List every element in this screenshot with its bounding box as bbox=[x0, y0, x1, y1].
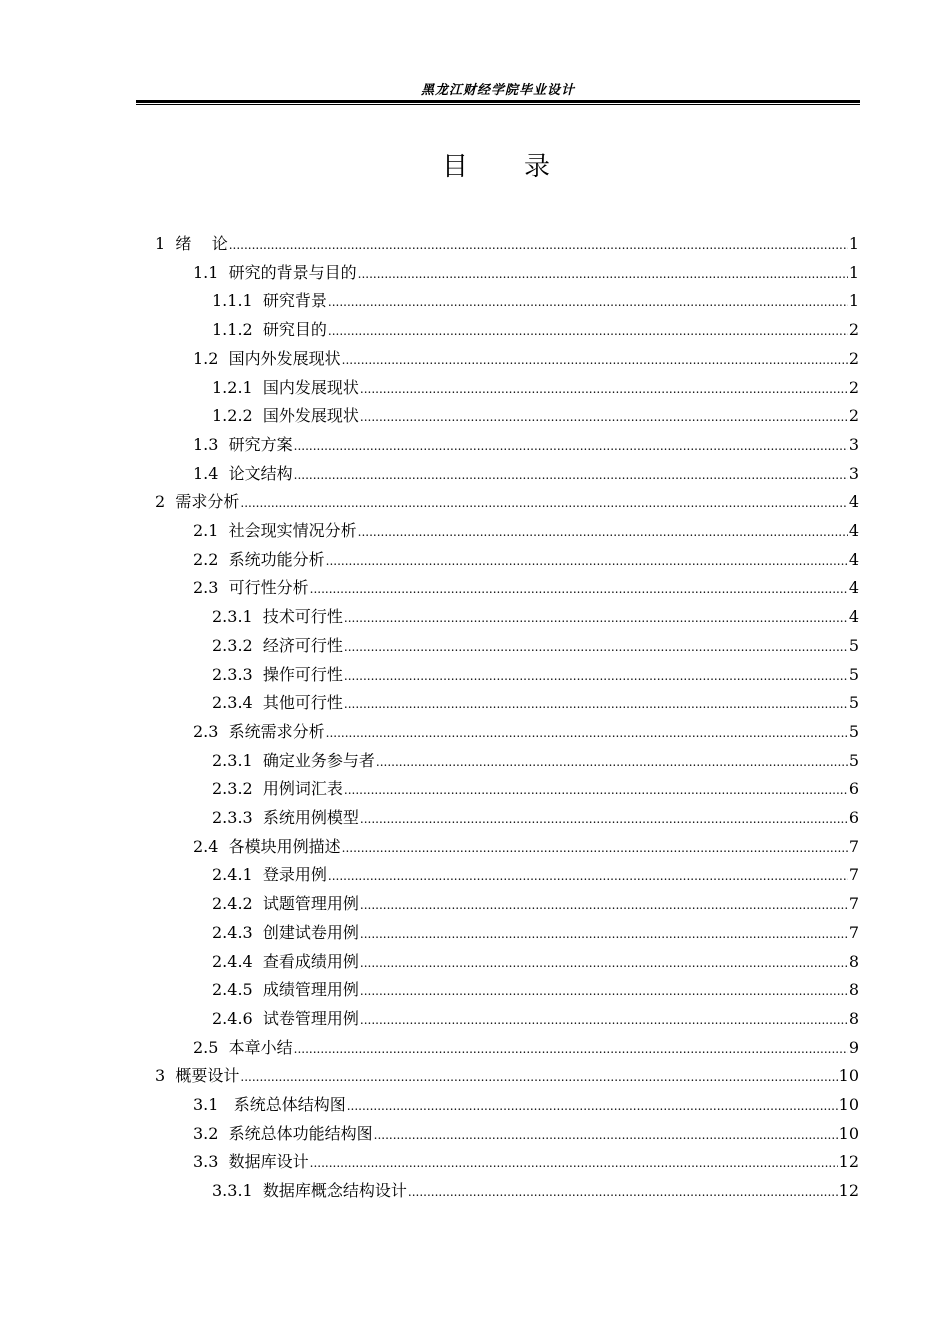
toc-entry-label: 国内发展现状 bbox=[262, 377, 359, 397]
toc-entry-number: 1.4 bbox=[193, 463, 229, 483]
toc-entry-leader bbox=[344, 604, 848, 633]
toc-entry[interactable] bbox=[193, 718, 859, 747]
toc-entry-label: 系统总体结构图 bbox=[228, 1095, 346, 1114]
toc-entry-leader bbox=[360, 891, 848, 920]
toc-entry[interactable] bbox=[193, 833, 859, 862]
toc-entry-page: 2 bbox=[848, 406, 859, 426]
toc-entry-label: 研究目的 bbox=[262, 320, 327, 340]
toc-entry-leader bbox=[344, 690, 848, 719]
toc-entry[interactable] bbox=[212, 747, 859, 776]
toc-entry[interactable] bbox=[212, 1005, 859, 1034]
toc-entry-leader bbox=[342, 834, 848, 863]
toc-entry-number: 3.3 bbox=[193, 1152, 229, 1172]
toc-entry-number: 1 bbox=[155, 234, 176, 253]
toc-entry-label: 概要设计 bbox=[175, 1066, 240, 1086]
toc-entry-label: 可行性分析 bbox=[228, 578, 309, 598]
toc-entry[interactable] bbox=[212, 316, 859, 345]
toc-entry-leader bbox=[360, 375, 848, 404]
toc-entry-page: 3 bbox=[848, 463, 859, 483]
toc-entry-number: 2.5 bbox=[193, 1037, 229, 1057]
toc-entry-number: 1.1 bbox=[193, 262, 229, 282]
toc-entry[interactable] bbox=[212, 661, 859, 690]
toc-entry[interactable] bbox=[212, 919, 859, 948]
toc-entry-page: 2 bbox=[848, 377, 859, 397]
toc-entry-label: 系统用例模型 bbox=[262, 808, 359, 827]
toc-entry-page: 1 bbox=[848, 262, 859, 282]
toc-entry-label: 数据库概念结构设计 bbox=[262, 1181, 407, 1201]
toc-entry-label: 数据库设计 bbox=[228, 1152, 309, 1172]
toc-entry-number: 3.1 bbox=[193, 1095, 229, 1114]
toc-entry-leader bbox=[344, 776, 848, 805]
toc-entry-page: 10 bbox=[838, 1123, 859, 1143]
toc-entry-page: 8 bbox=[848, 1008, 859, 1028]
toc-entry-label: 试卷管理用例 bbox=[262, 1008, 359, 1028]
toc-entry-leader bbox=[240, 1063, 837, 1092]
toc-entry[interactable] bbox=[193, 259, 859, 288]
toc-entry[interactable] bbox=[212, 775, 859, 804]
toc-entry-page: 5 bbox=[848, 693, 859, 713]
running-header: 黑龙江财经学院毕业设计 bbox=[420, 83, 575, 98]
toc-entry-page: 4 bbox=[848, 578, 859, 598]
toc-entry-label: 社会现实情况分析 bbox=[228, 521, 357, 540]
toc-entry[interactable] bbox=[212, 1177, 859, 1206]
toc-entry-number: 2.3.1 bbox=[212, 750, 263, 770]
toc-entry-leader bbox=[376, 748, 848, 777]
toc-entry-label: 其他可行性 bbox=[262, 693, 343, 713]
toc-entry-number: 2.3 bbox=[193, 721, 229, 741]
toc-entry-leader bbox=[360, 920, 848, 949]
toc-entry[interactable] bbox=[193, 1034, 859, 1063]
toc-entry-leader bbox=[326, 547, 848, 576]
toc-entry-leader bbox=[358, 260, 848, 289]
toc-entry-page: 12 bbox=[838, 1152, 859, 1172]
toc-entry-number: 3 bbox=[155, 1066, 176, 1086]
toc-entry-page: 5 bbox=[848, 664, 859, 684]
toc-entry-leader bbox=[344, 662, 848, 691]
toc-entry-label: 论文结构 bbox=[228, 463, 293, 483]
toc-entry-page: 5 bbox=[848, 721, 859, 741]
toc-entry-number: 2 bbox=[155, 492, 176, 512]
toc-entry-leader bbox=[310, 575, 848, 604]
toc-title-right: 录 bbox=[524, 152, 555, 182]
toc-entry-label: 系统总体功能结构图 bbox=[228, 1123, 373, 1143]
toc-entry-leader bbox=[294, 432, 848, 461]
toc-entry[interactable] bbox=[193, 1091, 859, 1120]
toc-entry-leader bbox=[344, 633, 848, 662]
toc-entry-leader bbox=[374, 1121, 838, 1150]
toc-entry-label: 试题管理用例 bbox=[262, 894, 359, 914]
toc-entry-number: 2.3.3 bbox=[212, 664, 263, 684]
toc-entry[interactable] bbox=[212, 402, 859, 431]
toc-entry[interactable] bbox=[212, 976, 859, 1005]
toc-entry-leader bbox=[229, 231, 848, 260]
toc-entry[interactable] bbox=[193, 517, 859, 546]
toc-entry[interactable] bbox=[155, 230, 859, 259]
toc-entry-page: 1 bbox=[848, 234, 859, 253]
toc-entry-number: 1.1.1 bbox=[212, 291, 263, 311]
toc-entry-page: 4 bbox=[848, 549, 859, 569]
toc-entry-leader bbox=[240, 489, 847, 518]
toc-entry-label: 技术可行性 bbox=[262, 607, 343, 627]
toc-entry[interactable] bbox=[212, 632, 859, 661]
toc-entry-label: 需求分析 bbox=[175, 492, 240, 512]
toc-entry-page: 1 bbox=[848, 291, 859, 311]
toc-entry-label: 创建试卷用例 bbox=[262, 922, 359, 942]
toc-entry-page: 7 bbox=[848, 865, 859, 885]
toc-entry-leader bbox=[326, 719, 848, 748]
toc-entry[interactable] bbox=[193, 345, 859, 374]
toc-entry-leader bbox=[328, 288, 848, 317]
toc-entry[interactable] bbox=[193, 1120, 859, 1149]
toc-entry-number: 2.3.3 bbox=[212, 808, 263, 827]
toc-entry[interactable] bbox=[212, 374, 859, 403]
toc-title-left: 目 bbox=[441, 152, 472, 182]
toc-entry[interactable] bbox=[212, 287, 859, 316]
toc-entry-leader bbox=[408, 1178, 838, 1207]
toc-entry-leader bbox=[358, 518, 848, 547]
toc-entry-label: 系统需求分析 bbox=[228, 721, 325, 741]
toc-entry-number: 1.1.2 bbox=[212, 320, 263, 340]
toc-entry-leader bbox=[360, 805, 848, 834]
toc-entry-number: 2.4.1 bbox=[212, 865, 263, 885]
toc-entry-page: 8 bbox=[848, 951, 859, 971]
toc-entry-page: 2 bbox=[848, 320, 859, 340]
toc-entry[interactable] bbox=[193, 431, 859, 460]
toc-entry[interactable] bbox=[155, 488, 859, 517]
toc-entry-number: 1.2 bbox=[193, 348, 229, 368]
toc-entry[interactable] bbox=[212, 890, 859, 919]
toc-entry-leader bbox=[347, 1092, 838, 1121]
toc-entry-page: 8 bbox=[848, 980, 859, 1000]
toc-entry-number: 2.1 bbox=[193, 521, 229, 540]
toc-entry-number: 2.3.2 bbox=[212, 635, 263, 655]
toc-entry-label: 成绩管理用例 bbox=[262, 980, 359, 1000]
toc-entry-leader bbox=[294, 461, 848, 490]
toc-entry-number: 2.3 bbox=[193, 578, 229, 598]
toc-entry-leader bbox=[360, 1006, 848, 1035]
header-rule-thin bbox=[136, 104, 860, 105]
toc-entry-number: 2.4.6 bbox=[212, 1008, 263, 1028]
toc-entry-page: 5 bbox=[848, 750, 859, 770]
toc-entry-number: 2.2 bbox=[193, 549, 229, 569]
toc-entry-label: 研究的背景与目的 bbox=[228, 262, 357, 282]
toc-entry-number: 3.3.1 bbox=[212, 1181, 263, 1201]
toc-entry-page: 4 bbox=[848, 607, 859, 627]
toc-entry-label: 各模块用例描述 bbox=[228, 836, 341, 856]
toc-entry-leader bbox=[310, 1149, 838, 1178]
toc-entry-page: 4 bbox=[848, 492, 859, 512]
toc-entry-label: 确定业务参与者 bbox=[262, 750, 375, 770]
toc-entry-label: 国内外发展现状 bbox=[228, 348, 341, 368]
toc-entry[interactable] bbox=[193, 546, 859, 575]
toc-entry-number: 2.4.4 bbox=[212, 951, 263, 971]
toc-entry-leader bbox=[360, 403, 848, 432]
toc-entry-label: 经济可行性 bbox=[262, 635, 343, 655]
toc-entry-page: 7 bbox=[848, 894, 859, 914]
toc-entry-label: 查看成绩用例 bbox=[262, 951, 359, 971]
toc-entry-label: 操作可行性 bbox=[262, 664, 343, 684]
header-rule-thick bbox=[136, 100, 860, 103]
toc-entry-page: 2 bbox=[848, 348, 859, 368]
toc-entry-label: 本章小结 bbox=[228, 1037, 293, 1057]
toc-entry-leader bbox=[360, 977, 848, 1006]
toc-entry-label: 研究背景 bbox=[262, 291, 327, 311]
toc-entry-number: 2.4.5 bbox=[212, 980, 263, 1000]
toc-entry[interactable] bbox=[193, 574, 859, 603]
toc-entry-leader bbox=[360, 949, 848, 978]
toc-entry-number: 2.3.1 bbox=[212, 607, 263, 627]
toc-entry[interactable] bbox=[193, 460, 859, 489]
toc-entry-page: 9 bbox=[848, 1037, 859, 1057]
toc-entry-leader bbox=[342, 346, 848, 375]
toc-entry-number: 3.2 bbox=[193, 1123, 229, 1143]
toc-entry-leader bbox=[294, 1035, 848, 1064]
toc-entry[interactable] bbox=[212, 689, 859, 718]
toc-entry-leader bbox=[328, 862, 848, 891]
toc-entry-label: 用例词汇表 bbox=[262, 779, 343, 799]
toc-entry-label: 绪 论 bbox=[175, 234, 228, 253]
toc-entry-page: 10 bbox=[838, 1066, 859, 1086]
toc-entry[interactable] bbox=[212, 804, 859, 833]
toc-entry[interactable] bbox=[212, 948, 859, 977]
toc-entry-page: 10 bbox=[838, 1095, 859, 1114]
toc-entry-number: 1.2.1 bbox=[212, 377, 263, 397]
toc-entry-number: 2.3.4 bbox=[212, 693, 263, 713]
toc-entry-leader bbox=[328, 317, 848, 346]
toc-entry-page: 7 bbox=[848, 922, 859, 942]
toc-entry-label: 研究方案 bbox=[228, 434, 293, 454]
toc-entry-number: 2.4.3 bbox=[212, 922, 263, 942]
toc-entry-page: 6 bbox=[848, 779, 859, 799]
toc-entry-page: 12 bbox=[838, 1181, 859, 1201]
toc-entry-page: 6 bbox=[848, 808, 859, 827]
toc-entry-number: 1.2.2 bbox=[212, 406, 263, 426]
toc-entry-page: 3 bbox=[848, 434, 859, 454]
toc-entry-label: 系统功能分析 bbox=[228, 549, 325, 569]
toc-entry[interactable] bbox=[212, 603, 859, 632]
toc-entry-label: 登录用例 bbox=[262, 865, 327, 885]
toc-entry-label: 国外发展现状 bbox=[262, 406, 359, 426]
toc-entry[interactable] bbox=[212, 861, 859, 890]
toc-entry[interactable] bbox=[155, 1062, 859, 1091]
toc-title bbox=[136, 146, 860, 183]
toc-entry-number: 1.3 bbox=[193, 434, 229, 454]
toc-entry-page: 4 bbox=[848, 521, 859, 540]
toc-entry-number: 2.3.2 bbox=[212, 779, 263, 799]
toc-entry-number: 2.4 bbox=[193, 836, 229, 856]
toc-entry-page: 7 bbox=[848, 836, 859, 856]
toc-entry-page: 5 bbox=[848, 635, 859, 655]
toc-entry-number: 2.4.2 bbox=[212, 894, 263, 914]
toc-entry[interactable] bbox=[193, 1148, 859, 1177]
